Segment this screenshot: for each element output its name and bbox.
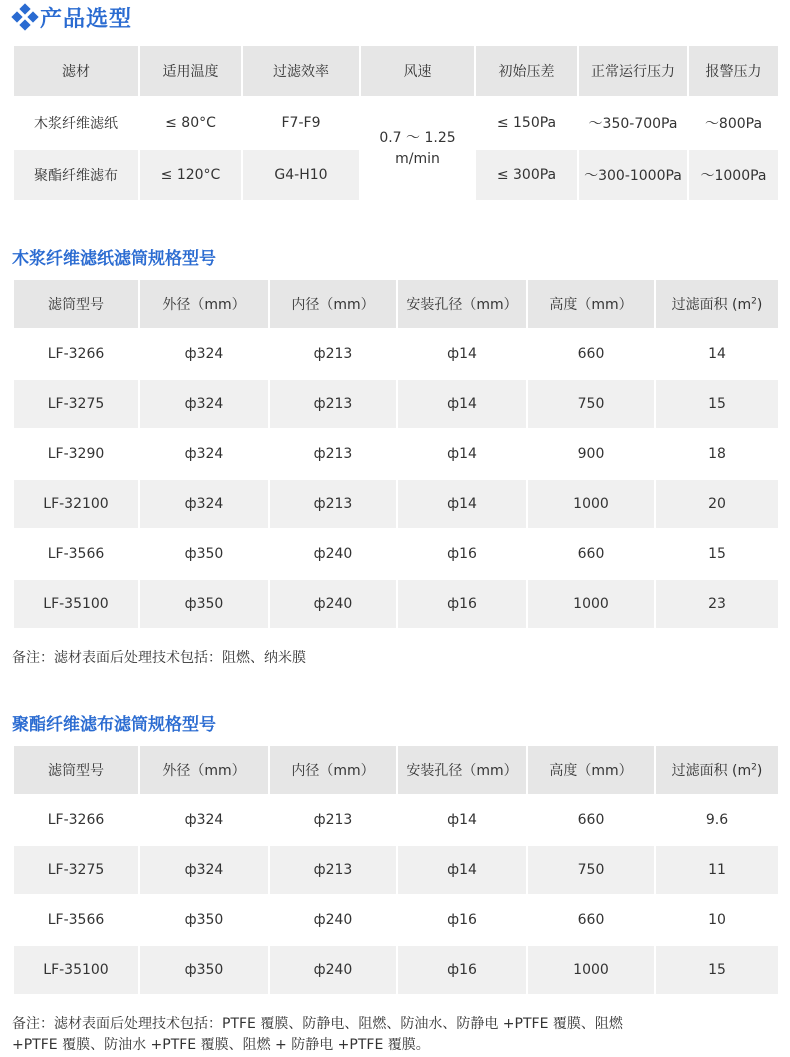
header-cell: 外径（mm） (139, 279, 269, 329)
table-row (13, 795, 779, 845)
table-row (13, 895, 779, 945)
table-cell: 23 (655, 579, 779, 629)
poly-section-title: 聚酯纤维滤布滤筒规格型号 (12, 715, 216, 735)
table-row (13, 329, 779, 379)
wind-speed-value: 0.7 ～ 1.25 (379, 130, 456, 146)
header-area-close: ) (756, 763, 763, 779)
table-cell: 900 (527, 429, 655, 479)
header-cell-area (655, 279, 779, 329)
table-cell: ф324 (139, 379, 269, 429)
table-cell: ф350 (139, 529, 269, 579)
table-cell: 15 (655, 379, 779, 429)
table-cell: ≤ 80°C (139, 97, 242, 149)
header-cell: 滤材 (13, 45, 139, 97)
table-cell: 750 (527, 379, 655, 429)
spec-header-row (13, 745, 779, 795)
wind-speed-cell (360, 97, 475, 201)
table-cell: ～350-700Pa (578, 97, 688, 149)
table-row (13, 97, 779, 149)
table-cell: LF-32100 (13, 479, 139, 529)
table-cell: 1000 (527, 945, 655, 995)
table-cell: ф14 (397, 329, 527, 379)
table-cell: ф213 (269, 479, 397, 529)
table-cell: ～300-1000Pa (578, 149, 688, 201)
table-cell: ф350 (139, 945, 269, 995)
table-cell: ≤ 150Pa (475, 97, 578, 149)
page-title-text: 产品选型 (40, 6, 133, 32)
table-cell: ф324 (139, 429, 269, 479)
poly-note-line: +PTFE 覆膜、防油水 +PTFE 覆膜、阻燃 + 防静电 +PTFE 覆膜。 (12, 1037, 430, 1053)
diamond-cluster-icon (12, 4, 38, 30)
page-title (12, 2, 132, 32)
table-cell: LF-3566 (13, 529, 139, 579)
table-cell: ≤ 120°C (139, 149, 242, 201)
table-cell: F7-F9 (242, 97, 360, 149)
table-cell: ф213 (269, 379, 397, 429)
table-row (13, 479, 779, 529)
table-row (13, 579, 779, 629)
header-cell: 安装孔径（mm） (397, 279, 527, 329)
table-cell: 18 (655, 429, 779, 479)
wood-note: 备注：滤材表面后处理技术包括：阻燃、纳米膜 (12, 650, 306, 666)
table-cell: ф324 (139, 845, 269, 895)
table-cell: ф240 (269, 579, 397, 629)
table-cell: 14 (655, 329, 779, 379)
table-cell: ≤ 300Pa (475, 149, 578, 201)
table-cell: ф240 (269, 895, 397, 945)
wood-spec-table (12, 278, 780, 630)
header-cell: 风速 (360, 45, 475, 97)
table-cell: ф240 (269, 945, 397, 995)
header-cell: 滤筒型号 (13, 279, 139, 329)
table-cell: 20 (655, 479, 779, 529)
table-cell: 10 (655, 895, 779, 945)
table-cell: LF-3266 (13, 329, 139, 379)
table-cell: 15 (655, 945, 779, 995)
header-area-text: 过滤面积 (m (671, 297, 752, 313)
header-cell: 外径（mm） (139, 745, 269, 795)
table-cell: LF-3275 (13, 379, 139, 429)
header-cell: 过滤效率 (242, 45, 360, 97)
table-cell: ф213 (269, 329, 397, 379)
table-cell: ф14 (397, 479, 527, 529)
table-cell: ф14 (397, 379, 527, 429)
header-cell: 高度（mm） (527, 745, 655, 795)
header-area-close: ) (756, 297, 763, 313)
table-cell: ф240 (269, 529, 397, 579)
wood-section-title: 木浆纤维滤纸滤筒规格型号 (12, 249, 216, 269)
superscript-2: 2 (751, 296, 757, 307)
header-cell: 内径（mm） (269, 279, 397, 329)
table-cell: 15 (655, 529, 779, 579)
table-cell: 660 (527, 529, 655, 579)
poly-spec-table (12, 744, 780, 996)
table-row (13, 379, 779, 429)
header-cell-area (655, 745, 779, 795)
table-cell: ～800Pa (688, 97, 779, 149)
spec-header-row (13, 279, 779, 329)
table-cell: 660 (527, 329, 655, 379)
header-cell: 内径（mm） (269, 745, 397, 795)
table-cell: ф213 (269, 845, 397, 895)
table-row (13, 945, 779, 995)
table-cell: ф16 (397, 529, 527, 579)
table-cell: ф16 (397, 945, 527, 995)
table-cell: 660 (527, 795, 655, 845)
table-cell: ф324 (139, 795, 269, 845)
table-cell: LF-3566 (13, 895, 139, 945)
selection-header-row (13, 45, 779, 97)
table-cell: LF-3266 (13, 795, 139, 845)
table-row (13, 845, 779, 895)
table-cell: ～1000Pa (688, 149, 779, 201)
table-cell: ф16 (397, 895, 527, 945)
table-cell: 660 (527, 895, 655, 945)
table-cell: 750 (527, 845, 655, 895)
header-cell: 安装孔径（mm） (397, 745, 527, 795)
table-cell: G4-H10 (242, 149, 360, 201)
table-cell: ф14 (397, 429, 527, 479)
poly-note-line: 备注：滤材表面后处理技术包括：PTFE 覆膜、防静电、阻燃、防油水、防静电 +PTFE 覆膜、阻燃 (12, 1016, 623, 1032)
header-area-text: 过滤面积 (m (671, 763, 752, 779)
table-cell: ф14 (397, 845, 527, 895)
table-cell: ф16 (397, 579, 527, 629)
table-row (13, 529, 779, 579)
table-cell: ф14 (397, 795, 527, 845)
header-cell: 高度（mm） (527, 279, 655, 329)
table-cell: 11 (655, 845, 779, 895)
table-cell: 聚酯纤维滤布 (13, 149, 139, 201)
table-cell: ф324 (139, 479, 269, 529)
table-cell: ф350 (139, 895, 269, 945)
table-cell: 1000 (527, 479, 655, 529)
table-cell: ф350 (139, 579, 269, 629)
selection-table (12, 44, 780, 202)
table-cell: ф213 (269, 795, 397, 845)
poly-note (12, 1014, 782, 1056)
wind-speed-unit: m/min (395, 151, 440, 167)
table-row (13, 429, 779, 479)
table-cell: 9.6 (655, 795, 779, 845)
table-cell: LF-35100 (13, 945, 139, 995)
table-cell: LF-35100 (13, 579, 139, 629)
header-cell: 报警压力 (688, 45, 779, 97)
table-cell: 1000 (527, 579, 655, 629)
header-cell: 适用温度 (139, 45, 242, 97)
table-cell: ф213 (269, 429, 397, 479)
superscript-2: 2 (751, 762, 757, 773)
header-cell: 滤筒型号 (13, 745, 139, 795)
header-cell: 初始压差 (475, 45, 578, 97)
table-cell: ф324 (139, 329, 269, 379)
table-cell: LF-3290 (13, 429, 139, 479)
table-cell: LF-3275 (13, 845, 139, 895)
table-cell: 木浆纤维滤纸 (13, 97, 139, 149)
header-cell: 正常运行压力 (578, 45, 688, 97)
